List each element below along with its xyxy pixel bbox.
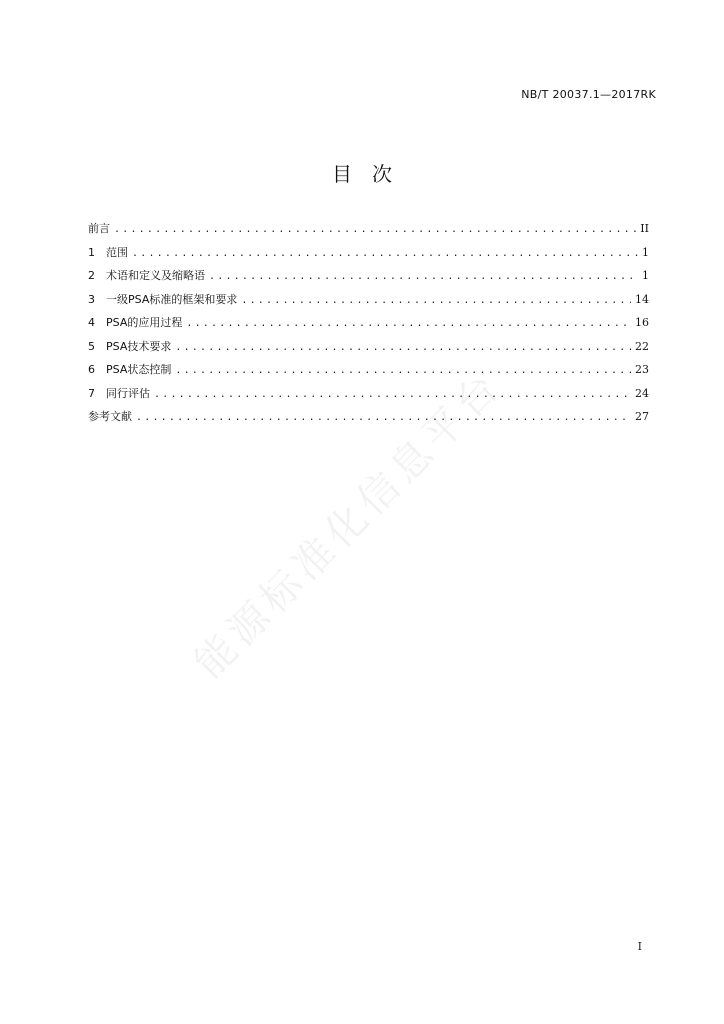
toc-leader-dots	[132, 242, 638, 266]
toc-leader-dots	[241, 289, 631, 313]
toc-entry-framework[interactable]	[88, 288, 649, 312]
toc-leader-dots	[114, 218, 636, 242]
toc-entry-page: 22	[635, 339, 649, 353]
toc-leader-dots	[209, 265, 638, 289]
toc-entry-number: 5	[88, 339, 95, 353]
toc-entry-page: 14	[635, 292, 649, 306]
toc-entry-page: 27	[635, 410, 649, 423]
toc-entry-page: 23	[635, 363, 649, 376]
toc-entry-number: 1	[88, 245, 95, 259]
toc-entry-title: 范围	[106, 245, 128, 259]
toc-entry-number: 3	[88, 292, 95, 306]
page-number: I	[637, 940, 642, 953]
toc-entry-page: 24	[635, 386, 649, 400]
toc-entry-references[interactable]	[88, 405, 649, 429]
toc-entry-title: PSA的应用过程	[106, 316, 183, 329]
page-title: 目次	[332, 162, 412, 186]
table-of-contents	[88, 217, 649, 429]
toc-entry-page: 16	[635, 316, 649, 329]
toc-entry-page: II	[640, 222, 649, 235]
toc-entry-title: 前言	[88, 222, 110, 235]
toc-entry-page: 1	[642, 269, 649, 282]
toc-leader-dots	[186, 312, 631, 336]
toc-leader-dots	[175, 336, 631, 360]
watermark: 能源标准化信息平台	[186, 361, 512, 688]
toc-entry-number: 2	[88, 269, 95, 282]
toc-entry-scope[interactable]	[88, 241, 649, 265]
toc-entry-number: 7	[88, 386, 95, 400]
toc-entry-status-control[interactable]	[88, 358, 649, 382]
toc-entry-title: 同行评估	[106, 386, 150, 400]
toc-entry-number: 4	[88, 316, 95, 329]
toc-entry-foreword[interactable]	[88, 217, 649, 241]
toc-leader-dots	[154, 383, 631, 407]
toc-leader-dots	[136, 406, 631, 430]
toc-entry-peer-review[interactable]	[88, 382, 649, 406]
toc-entry-title: PSA技术要求	[106, 339, 172, 353]
toc-entry-number: 6	[88, 363, 95, 376]
toc-entry-title: 一级PSA标准的框架和要求	[106, 292, 238, 306]
toc-entry-page: 1	[642, 245, 649, 259]
toc-entry-application[interactable]	[88, 311, 649, 335]
toc-entry-technical[interactable]	[88, 335, 649, 359]
toc-entry-terms[interactable]	[88, 264, 649, 288]
toc-leader-dots	[175, 359, 631, 383]
toc-entry-title: 参考文献	[88, 410, 132, 423]
document-code: NB/T 20037.1—2017RK	[521, 88, 656, 101]
toc-entry-title: 术语和定义及缩略语	[106, 269, 205, 282]
toc-entry-title: PSA状态控制	[106, 363, 172, 376]
